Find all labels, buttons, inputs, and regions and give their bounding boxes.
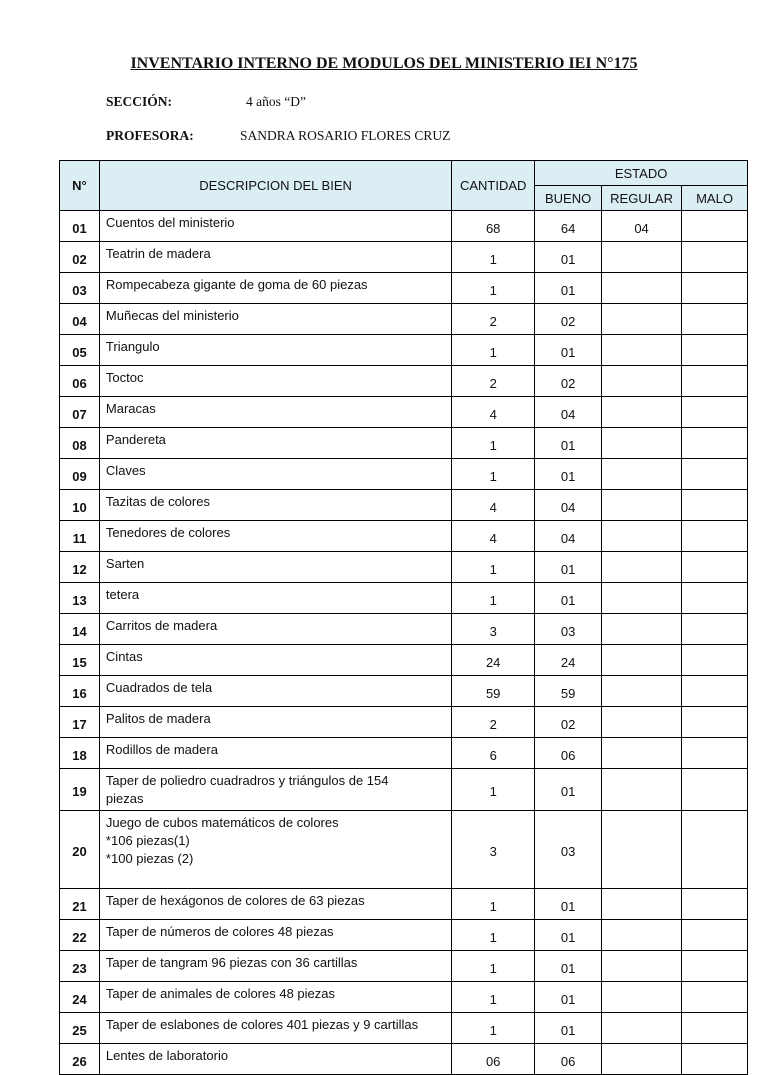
row-bueno: 01 <box>535 951 602 982</box>
row-description: Taper de números de colores 48 piezas <box>99 920 451 951</box>
header-estado: ESTADO <box>535 161 748 186</box>
row-malo <box>682 889 748 920</box>
row-regular <box>602 889 682 920</box>
row-regular <box>602 304 682 335</box>
row-malo <box>682 211 748 242</box>
row-bueno: 01 <box>535 459 602 490</box>
row-malo <box>682 490 748 521</box>
row-number: 09 <box>60 459 100 490</box>
row-bueno: 03 <box>535 614 602 645</box>
row-cantidad: 1 <box>452 335 535 366</box>
seccion-line <box>106 94 306 110</box>
row-malo <box>682 645 748 676</box>
row-description: Taper de hexágonos de colores de 63 piezas <box>99 889 451 920</box>
row-bueno: 01 <box>535 552 602 583</box>
row-bueno: 01 <box>535 769 602 811</box>
row-cantidad: 1 <box>452 951 535 982</box>
row-cantidad: 2 <box>452 707 535 738</box>
row-description: Cuadrados de tela <box>99 676 451 707</box>
row-description: Sarten <box>99 552 451 583</box>
row-description: Taper de animales de colores 48 piezas <box>99 982 451 1013</box>
row-cantidad: 1 <box>452 889 535 920</box>
row-regular <box>602 242 682 273</box>
row-bueno: 01 <box>535 428 602 459</box>
row-cantidad: 1 <box>452 428 535 459</box>
row-number: 11 <box>60 521 100 552</box>
table-row <box>60 583 748 614</box>
row-number: 23 <box>60 951 100 982</box>
row-regular <box>602 982 682 1013</box>
profesora-line <box>106 128 451 144</box>
row-bueno: 01 <box>535 889 602 920</box>
row-malo <box>682 707 748 738</box>
row-regular <box>602 273 682 304</box>
row-cantidad: 1 <box>452 1013 535 1044</box>
row-regular <box>602 707 682 738</box>
row-cantidad: 1 <box>452 769 535 811</box>
table-row <box>60 211 748 242</box>
row-cantidad: 3 <box>452 811 535 889</box>
row-cantidad: 2 <box>452 366 535 397</box>
row-description: tetera <box>99 583 451 614</box>
row-bueno: 04 <box>535 397 602 428</box>
inventory-table <box>59 160 748 1075</box>
table-row <box>60 676 748 707</box>
row-description: Cuentos del ministerio <box>99 211 451 242</box>
row-regular <box>602 1013 682 1044</box>
row-description: Tenedores de colores <box>99 521 451 552</box>
table-row <box>60 614 748 645</box>
row-malo <box>682 335 748 366</box>
row-description: Taper de eslabones de colores 401 piezas y 9 cartillas <box>99 1013 451 1044</box>
table-row <box>60 366 748 397</box>
row-cantidad: 4 <box>452 397 535 428</box>
row-number: 22 <box>60 920 100 951</box>
row-regular <box>602 1044 682 1075</box>
header-bueno: BUENO <box>535 186 602 211</box>
table-row <box>60 459 748 490</box>
row-bueno: 01 <box>535 583 602 614</box>
row-number: 05 <box>60 335 100 366</box>
row-regular <box>602 738 682 769</box>
row-number: 07 <box>60 397 100 428</box>
header-descripcion: DESCRIPCION DEL BIEN <box>99 161 451 211</box>
seccion-label: SECCIÓN: <box>106 94 173 109</box>
row-description: Carritos de madera <box>99 614 451 645</box>
row-description: Cintas <box>99 645 451 676</box>
row-description: Taper de poliedro cuadradros y triángulos de 154 piezas <box>99 769 451 811</box>
row-regular <box>602 428 682 459</box>
row-cantidad: 1 <box>452 920 535 951</box>
row-regular <box>602 335 682 366</box>
table-row <box>60 552 748 583</box>
table-row <box>60 397 748 428</box>
row-cantidad: 6 <box>452 738 535 769</box>
row-number: 21 <box>60 889 100 920</box>
table-row <box>60 738 748 769</box>
row-bueno: 01 <box>535 982 602 1013</box>
row-number: 20 <box>60 811 100 889</box>
profesora-value: SANDRA ROSARIO FLORES CRUZ <box>240 128 451 143</box>
row-cantidad: 1 <box>452 273 535 304</box>
row-malo <box>682 951 748 982</box>
row-malo <box>682 811 748 889</box>
table-row <box>60 982 748 1013</box>
row-regular <box>602 645 682 676</box>
table-row <box>60 920 748 951</box>
row-description: Triangulo <box>99 335 451 366</box>
row-number: 12 <box>60 552 100 583</box>
row-malo <box>682 738 748 769</box>
row-bueno: 59 <box>535 676 602 707</box>
row-malo <box>682 366 748 397</box>
row-number: 02 <box>60 242 100 273</box>
row-description: Lentes de laboratorio <box>99 1044 451 1075</box>
row-regular <box>602 583 682 614</box>
row-description: Muñecas del ministerio <box>99 304 451 335</box>
row-description: Tazitas de colores <box>99 490 451 521</box>
row-cantidad: 06 <box>452 1044 535 1075</box>
header-cantidad: CANTIDAD <box>452 161 535 211</box>
row-regular <box>602 521 682 552</box>
row-cantidad: 3 <box>452 614 535 645</box>
row-description: Taper de tangram 96 piezas con 36 cartillas <box>99 951 451 982</box>
row-regular: 04 <box>602 211 682 242</box>
row-bueno: 01 <box>535 242 602 273</box>
row-bueno: 06 <box>535 1044 602 1075</box>
row-number: 19 <box>60 769 100 811</box>
row-bueno: 04 <box>535 490 602 521</box>
row-regular <box>602 811 682 889</box>
row-malo <box>682 273 748 304</box>
row-malo <box>682 1013 748 1044</box>
row-malo <box>682 769 748 811</box>
row-regular <box>602 459 682 490</box>
row-bueno: 02 <box>535 366 602 397</box>
row-regular <box>602 676 682 707</box>
row-description: Teatrin de madera <box>99 242 451 273</box>
row-regular <box>602 490 682 521</box>
row-malo <box>682 521 748 552</box>
row-number: 16 <box>60 676 100 707</box>
row-malo <box>682 614 748 645</box>
row-description: Rodillos de madera <box>99 738 451 769</box>
row-cantidad: 1 <box>452 459 535 490</box>
row-cantidad: 4 <box>452 521 535 552</box>
table-row <box>60 521 748 552</box>
row-regular <box>602 769 682 811</box>
row-number: 10 <box>60 490 100 521</box>
row-regular <box>602 920 682 951</box>
seccion-value: 4 años “D” <box>246 94 306 109</box>
table-row <box>60 273 748 304</box>
table-row <box>60 335 748 366</box>
row-regular <box>602 552 682 583</box>
row-description: Toctoc <box>99 366 451 397</box>
row-number: 03 <box>60 273 100 304</box>
row-number: 15 <box>60 645 100 676</box>
row-number: 06 <box>60 366 100 397</box>
row-bueno: 04 <box>535 521 602 552</box>
row-cantidad: 2 <box>452 304 535 335</box>
row-regular <box>602 614 682 645</box>
row-cantidad: 68 <box>452 211 535 242</box>
row-regular <box>602 951 682 982</box>
row-malo <box>682 982 748 1013</box>
row-number: 08 <box>60 428 100 459</box>
row-cantidad: 1 <box>452 552 535 583</box>
row-bueno: 01 <box>535 273 602 304</box>
row-number: 24 <box>60 982 100 1013</box>
row-number: 18 <box>60 738 100 769</box>
table-row <box>60 645 748 676</box>
row-description: Maracas <box>99 397 451 428</box>
table-row <box>60 707 748 738</box>
table-row <box>60 889 748 920</box>
row-number: 13 <box>60 583 100 614</box>
row-number: 26 <box>60 1044 100 1075</box>
row-bueno: 06 <box>535 738 602 769</box>
table-row <box>60 1044 748 1075</box>
row-number: 01 <box>60 211 100 242</box>
row-cantidad: 24 <box>452 645 535 676</box>
row-bueno: 01 <box>535 1013 602 1044</box>
row-number: 17 <box>60 707 100 738</box>
row-malo <box>682 1044 748 1075</box>
row-description: Claves <box>99 459 451 490</box>
document-title: INVENTARIO INTERNO DE MODULOS DEL MINISTERIO IEI N°175 <box>130 55 638 72</box>
table-row <box>60 769 748 811</box>
row-bueno: 02 <box>535 304 602 335</box>
table-row <box>60 951 748 982</box>
row-bueno: 24 <box>535 645 602 676</box>
row-cantidad: 1 <box>452 982 535 1013</box>
row-bueno: 64 <box>535 211 602 242</box>
row-regular <box>602 397 682 428</box>
row-description: Pandereta <box>99 428 451 459</box>
table-row <box>60 428 748 459</box>
row-malo <box>682 428 748 459</box>
row-number: 25 <box>60 1013 100 1044</box>
row-malo <box>682 459 748 490</box>
table-row <box>60 242 748 273</box>
table-row <box>60 490 748 521</box>
row-cantidad: 1 <box>452 583 535 614</box>
row-bueno: 02 <box>535 707 602 738</box>
row-description: Rompecabeza gigante de goma de 60 piezas <box>99 273 451 304</box>
row-malo <box>682 676 748 707</box>
row-cantidad: 4 <box>452 490 535 521</box>
table-row <box>60 1013 748 1044</box>
table-row <box>60 811 748 889</box>
row-bueno: 03 <box>535 811 602 889</box>
header-regular: REGULAR <box>602 186 682 211</box>
row-malo <box>682 552 748 583</box>
row-regular <box>602 366 682 397</box>
row-bueno: 01 <box>535 920 602 951</box>
header-malo: MALO <box>682 186 748 211</box>
row-number: 14 <box>60 614 100 645</box>
row-malo <box>682 920 748 951</box>
header-num: N° <box>60 161 100 211</box>
row-description: Juego de cubos matemáticos de colores *106 piezas(1) *100 piezas (2) <box>99 811 451 889</box>
row-cantidad: 59 <box>452 676 535 707</box>
profesora-label: PROFESORA: <box>106 128 194 143</box>
row-malo <box>682 304 748 335</box>
row-malo <box>682 583 748 614</box>
row-bueno: 01 <box>535 335 602 366</box>
row-malo <box>682 242 748 273</box>
row-malo <box>682 397 748 428</box>
table-row <box>60 304 748 335</box>
row-number: 04 <box>60 304 100 335</box>
row-cantidad: 1 <box>452 242 535 273</box>
row-description: Palitos de madera <box>99 707 451 738</box>
